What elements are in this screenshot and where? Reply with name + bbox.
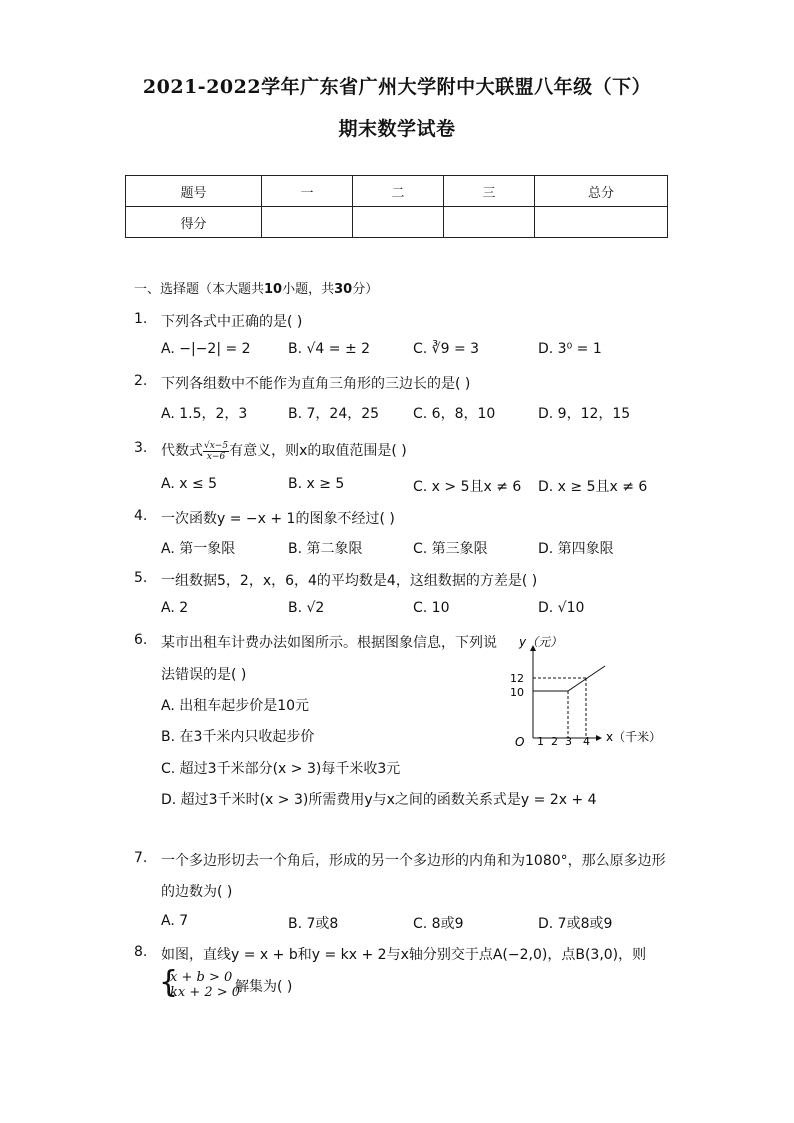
q4-option-a: A. 第一象限 <box>161 541 236 557</box>
score-header-cell: 题号 <box>126 176 262 207</box>
q7-option-d: D. 7或8或9 <box>538 916 613 932</box>
q5-option-c: C. 10 <box>413 600 450 616</box>
question-text: 下列各式中正确的是( ) <box>161 314 303 330</box>
y-axis-label: y（元） <box>519 635 563 649</box>
section-end: 分） <box>352 282 379 297</box>
q3-fraction-denominator: x−6 <box>206 451 226 462</box>
q2-option-c: C. 6，8，10 <box>413 406 496 422</box>
q2-option-a: A. 1.5，2，3 <box>161 406 248 422</box>
q6-option-d: D. 超过3千米时(x > 3)所需费用y与x之间的函数关系式是y = 2x + 4 <box>161 792 597 808</box>
score-header-cell: 三 <box>444 176 535 207</box>
question-number: 2. <box>134 373 148 389</box>
section-heading <box>134 278 378 297</box>
q7-option-a: A. 7 <box>161 913 189 929</box>
q7-option-c: C. 8或9 <box>413 916 464 932</box>
x-tick-3: 3 <box>565 735 572 748</box>
question-number: 3. <box>134 440 148 456</box>
score-cell <box>444 207 535 238</box>
q1-option-d: D. 3⁰ = 1 <box>538 341 602 357</box>
x-tick-1: 1 <box>537 735 544 748</box>
question-number: 7. <box>134 850 148 866</box>
q6-option-b: B. 在3千米内只收起步价 <box>161 729 315 745</box>
q3-fraction <box>203 441 229 462</box>
q8-system-row2: kx + 2 > 0 <box>170 985 241 1000</box>
q1-option-c: C. ∛9 = 3 <box>413 341 480 357</box>
y-tick-10: 10 <box>510 686 524 699</box>
question-number: 4. <box>134 508 148 524</box>
score-table <box>125 175 668 238</box>
exam-title-line1: 2021-2022学年广东省广州大学附中大联盟八年级（下） <box>142 76 652 98</box>
q5-option-a: A. 2 <box>161 600 189 616</box>
q3-option-c: C. x > 5且x ≠ 6 <box>413 479 522 495</box>
score-table-score-row <box>126 207 668 238</box>
q2-option-d: D. 9，12，15 <box>538 406 631 422</box>
q2-option-b: B. 7，24，25 <box>288 406 380 422</box>
question-number: 1. <box>134 311 148 327</box>
score-cell <box>535 207 668 238</box>
q1-option-b: B. √4 = ± 2 <box>288 341 371 357</box>
q6-option-a: A. 出租车起步价是10元 <box>161 698 310 714</box>
score-header-cell: 总分 <box>535 176 668 207</box>
q8-system-row1: x + b > 0 <box>170 970 233 985</box>
question-text: 一组数据5，2，x，6，4的平均数是4，这组数据的方差是( ) <box>161 573 538 589</box>
x-tick-4: 4 <box>583 735 590 748</box>
y-tick-12: 12 <box>510 672 524 685</box>
section-title: 一、选择题（本大题共 <box>134 282 265 297</box>
q4-option-d: D. 第四象限 <box>538 541 614 557</box>
section-mid: 小题，共 <box>282 282 335 297</box>
exam-title-line2: 期末数学试卷 <box>338 118 456 140</box>
question-number: 5. <box>134 570 148 586</box>
taxi-fare-graph <box>505 628 670 753</box>
question-text: 某市出租车计费办法如图所示。根据图象信息，下列说 <box>161 635 497 651</box>
q3-option-d: D. x ≥ 5且x ≠ 6 <box>538 479 648 495</box>
q3-text-before: 代数式 <box>161 443 203 459</box>
question-text: 一次函数y = −x + 1的图象不经过( ) <box>161 511 395 527</box>
q7-text-line2: 的边数为( ) <box>161 884 233 900</box>
origin-label: O <box>515 735 525 749</box>
q3-option-a: A. x ≤ 5 <box>161 476 218 492</box>
score-header-cell: 二 <box>353 176 444 207</box>
question-number: 6. <box>134 632 148 648</box>
score-header-cell: 一 <box>262 176 353 207</box>
score-cell <box>353 207 444 238</box>
q6-option-c: C. 超过3千米部分(x > 3)每千米收3元 <box>161 761 401 777</box>
q1-option-a: A. −|−2| = 2 <box>161 341 251 357</box>
score-row-label: 得分 <box>126 207 262 238</box>
q5-option-b: B. √2 <box>288 600 325 616</box>
question-text: 一个多边形切去一个角后，形成的另一个多边形的内角和为1080°，那么原多边形 <box>161 853 666 869</box>
section-score: 30 <box>334 282 353 297</box>
question-text: 如图，直线y = x + b和y = kx + 2与x轴分别交于点A(−2,0)，点B(3,0)，则 <box>161 947 647 963</box>
q8-inequality-system <box>159 965 293 1000</box>
q6-text-line2: 法错误的是( ) <box>161 667 247 683</box>
q8-system-rows <box>170 970 240 1000</box>
q4-option-b: B. 第二象限 <box>288 541 363 557</box>
q8-brace: { <box>159 965 179 1000</box>
q3-option-b: B. x ≥ 5 <box>288 476 345 492</box>
q4-option-c: C. 第三象限 <box>413 541 488 557</box>
x-tick-2: 2 <box>551 735 558 748</box>
x-axis-label: x（千米） <box>606 730 662 744</box>
question-text <box>161 440 407 462</box>
q3-text-after: 有意义，则x的取值范围是( ) <box>229 443 407 459</box>
q5-option-d: D. √10 <box>538 600 585 616</box>
score-table-header-row <box>126 176 668 207</box>
question-text: 下列各组数中不能作为直角三角形的三边长的是( ) <box>161 376 471 392</box>
section-count: 10 <box>264 282 283 297</box>
score-cell <box>262 207 353 238</box>
q8-text-after: 解集为( ) <box>235 979 293 995</box>
q3-fraction-numerator: √x−5 <box>204 440 229 451</box>
question-number: 8. <box>134 944 148 960</box>
q7-option-b: B. 7或8 <box>288 916 339 932</box>
